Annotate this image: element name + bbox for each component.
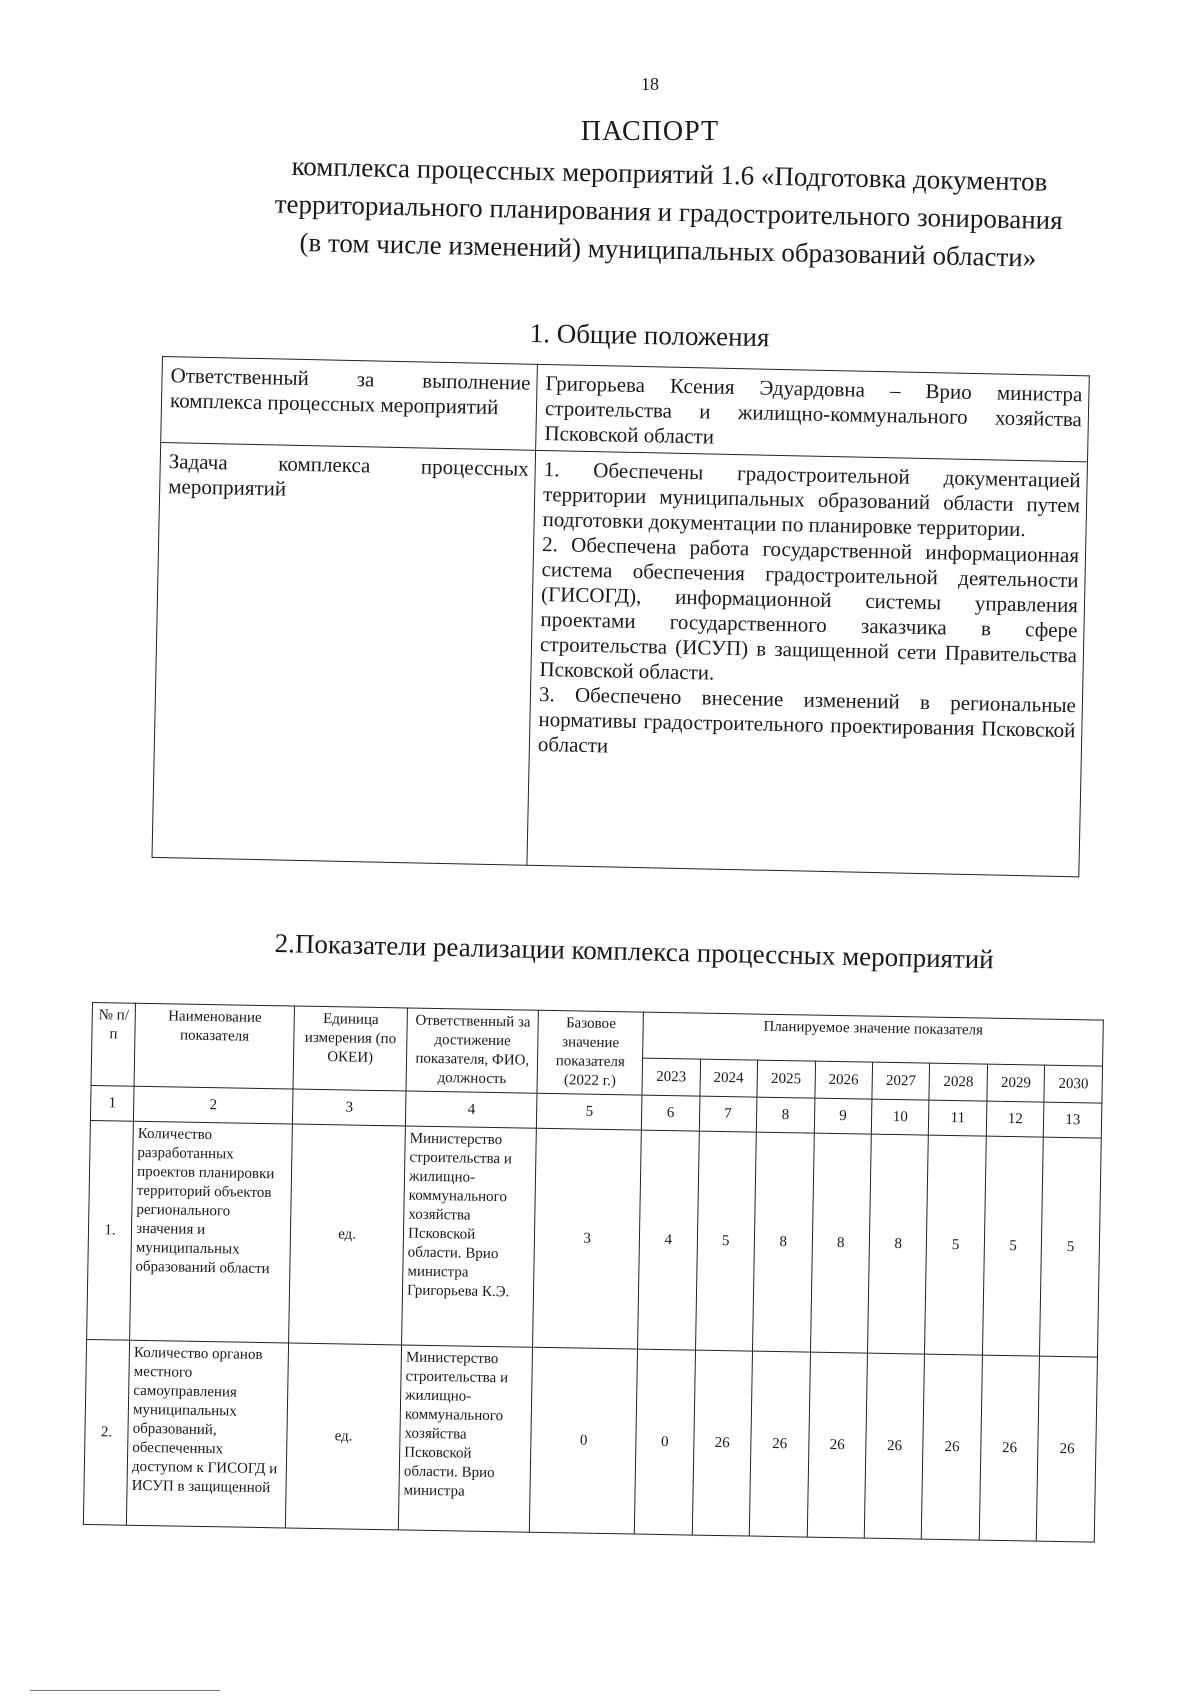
column-number: 9 [814, 1098, 872, 1134]
unit: ед. [286, 1343, 402, 1530]
year-header: 2029 [987, 1064, 1045, 1102]
unit: ед. [289, 1124, 406, 1345]
page-title: ПАСПОРТ [580, 116, 720, 147]
indicators-table [83, 1002, 1104, 1543]
responsible-value: Григорьева Ксения Эдуардовна – Врио министра строительства и жилищно-коммунального хозяйства Псковской области [536, 364, 1090, 462]
header-name: Наименование показателя [134, 1003, 295, 1089]
column-number: 5 [537, 1093, 642, 1130]
table-row [87, 1120, 1102, 1357]
column-number: 1 [90, 1085, 134, 1121]
responsible: Министерство строительства и жилищно-коммунального хозяйства Псковской области. Врио министра [398, 1345, 533, 1532]
planned-value: 5 [925, 1135, 986, 1355]
task-item: 3. Обеспечено внесение изменений в региональные нормативы градостроительного проектирования Псковской области [537, 681, 1077, 758]
task-label: Задача комплекса процессных мероприятий [152, 442, 536, 865]
header-responsible: Ответственный за достижение показателя, ФИО, должность [406, 1008, 539, 1093]
year-header: 2030 [1044, 1065, 1102, 1103]
responsible-label: Ответственный за выполнение комплекса процессных мероприятий [161, 357, 538, 451]
page-subtitle [198, 145, 1140, 279]
bottom-divider [30, 1690, 220, 1691]
header-num: № п/п [91, 1003, 136, 1087]
subtitle-line: территориального планирования и градостроительного зонирования [274, 188, 1063, 236]
column-number: 2 [134, 1086, 294, 1124]
task-value [527, 450, 1088, 876]
planned-value: 26 [864, 1353, 925, 1539]
column-number: 10 [871, 1099, 929, 1135]
planned-value: 8 [753, 1132, 814, 1352]
indicator-name: Количество органов местного самоуправления муниципальных образований, обеспеченных доступом к ГИСОГД и ИСУП в защищенной [126, 1340, 288, 1528]
planned-value: 26 [807, 1352, 868, 1538]
year-header: 2024 [700, 1059, 758, 1097]
row-num: 2. [83, 1339, 129, 1525]
column-number: 12 [986, 1101, 1044, 1137]
year-header: 2023 [642, 1058, 700, 1096]
column-number: 4 [405, 1091, 537, 1128]
planned-value: 4 [638, 1130, 699, 1350]
base-value: 0 [530, 1347, 638, 1534]
planned-value: 0 [634, 1349, 695, 1535]
header-base: Базовое значение показателя (2022 г.) [537, 1010, 643, 1095]
header-planned: Планируемое значение показателя [643, 1012, 1104, 1066]
general-provisions-table [151, 356, 1089, 877]
task-item: 2. Обеспечена работа государственной информационная система обеспечения градостроительной деятельности (ГИСОГД), информационной системы управления проектами государственного заказчика в сфере строительства (ИСУП) в защищенной сети Правительства Псковской области. [539, 532, 1080, 685]
year-header: 2027 [872, 1062, 930, 1100]
year-header: 2025 [757, 1060, 815, 1098]
column-number: 7 [699, 1096, 757, 1132]
subtitle-line: комплекса процессных мероприятий 1.6 «Подготовка документов [291, 150, 1048, 197]
column-number: 8 [756, 1097, 814, 1133]
task-row [152, 442, 1087, 876]
responsible: Министерство строительства и жилищно-коммунального хозяйства Псковской области. Врио министра Григорьева К.Э. [402, 1126, 537, 1347]
header-unit: Единица измерения (по ОКЕИ) [293, 1006, 407, 1091]
planned-value: 26 [692, 1350, 753, 1536]
base-value: 3 [533, 1128, 641, 1349]
column-number: 13 [1044, 1102, 1102, 1138]
planned-value: 5 [1040, 1137, 1101, 1357]
table-row [83, 1339, 1097, 1542]
planned-value: 26 [922, 1354, 983, 1540]
column-number: 11 [929, 1100, 987, 1136]
subtitle-line: (в том числе изменений) муниципальных образований области» [299, 227, 1037, 273]
planned-value: 8 [867, 1134, 928, 1354]
task-item: 1. Обеспечены градостроительной документацией территории муниципальных образований области путем подготовки документации по планировке территории. [542, 457, 1081, 542]
planned-value: 5 [982, 1136, 1043, 1356]
header-row [92, 1003, 1104, 1067]
page-number: 18 [641, 74, 659, 94]
indicator-name: Количество разработанных проектов планировки территорий объектов регионального значения и муниципальных образований области [130, 1121, 293, 1343]
column-number: 3 [293, 1089, 406, 1126]
section1-heading: 1. Общие положения [529, 318, 770, 353]
planned-value: 26 [1037, 1356, 1098, 1542]
year-header: 2028 [929, 1063, 987, 1101]
row-num: 1. [87, 1120, 134, 1340]
planned-value: 26 [979, 1355, 1040, 1541]
planned-value: 26 [749, 1351, 810, 1537]
section2-heading: 2.Показатели реализации комплекса процессных мероприятий [274, 928, 995, 975]
column-number: 6 [641, 1095, 699, 1131]
planned-value: 8 [810, 1133, 871, 1353]
year-header: 2026 [814, 1061, 872, 1099]
planned-value: 5 [695, 1131, 756, 1351]
